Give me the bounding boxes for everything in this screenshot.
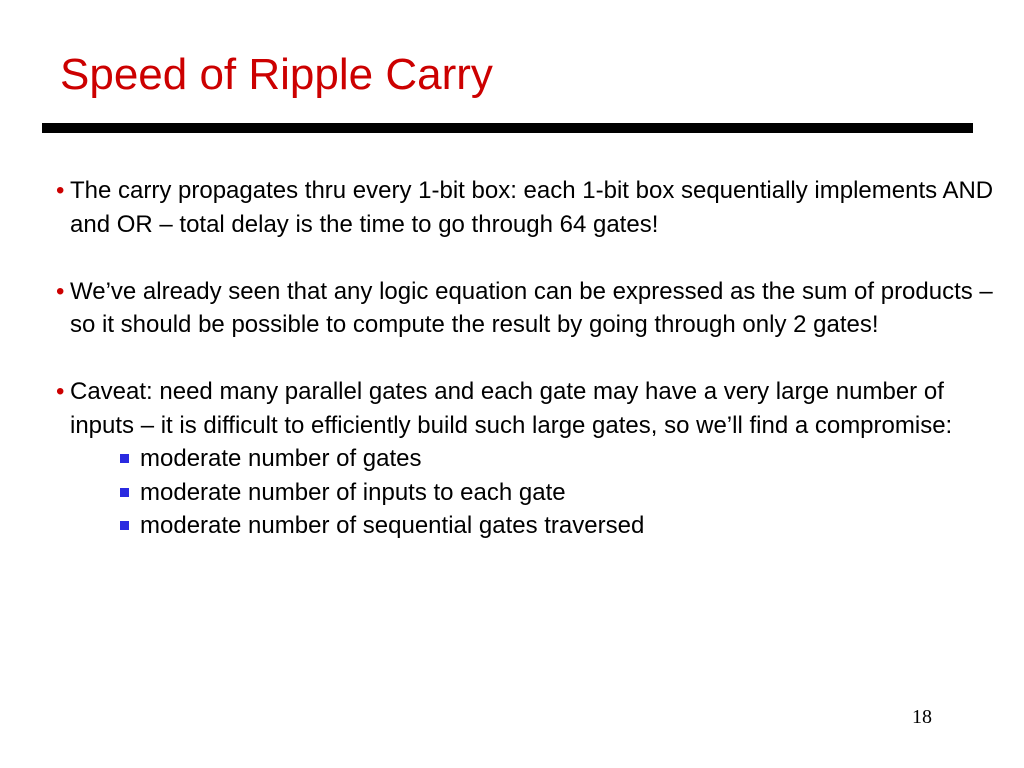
bullet-text: We’ve already seen that any logic equation can be expressed as the sum of products – so it should be possible to compute the result by going through only 2 gates! [70, 277, 993, 338]
slide-title: Speed of Ripple Carry [60, 50, 493, 99]
bullet-text: Caveat: need many parallel gates and each gate may have a very large number of inputs – it is difficult to efficiently build such large gates, so we’ll find a compromise: [70, 378, 953, 439]
bullet-mark: • [56, 378, 65, 405]
bullet-mark: • [56, 177, 65, 204]
bullet-item-2 [56, 275, 1006, 342]
sub-bullet-text: moderate number of inputs to each gate [140, 478, 566, 506]
bullet-mark: • [56, 277, 65, 305]
bullet-item-1 [56, 174, 1006, 241]
sub-bullet-item [118, 476, 1006, 510]
sub-bullet-item [118, 509, 1006, 543]
bullet-text: The carry propagates thru every 1-bit box: each 1-bit box sequentially implements AND and OR – total delay is the time to go through 64 gates! [70, 177, 994, 238]
sub-bullet-text: moderate number of sequential gates traversed [140, 512, 645, 539]
bullet-item-3 [56, 375, 1006, 543]
sub-bullet-text: moderate number of gates [140, 445, 422, 472]
square-bullet-icon [120, 488, 129, 497]
slide-number: 18 [912, 706, 932, 728]
square-bullet-icon [120, 454, 129, 463]
slide-content [56, 174, 1006, 576]
title-underline [42, 123, 973, 133]
sub-bullet-item [118, 442, 1006, 476]
sub-bullet-list [118, 442, 1006, 543]
square-bullet-icon [120, 521, 129, 530]
